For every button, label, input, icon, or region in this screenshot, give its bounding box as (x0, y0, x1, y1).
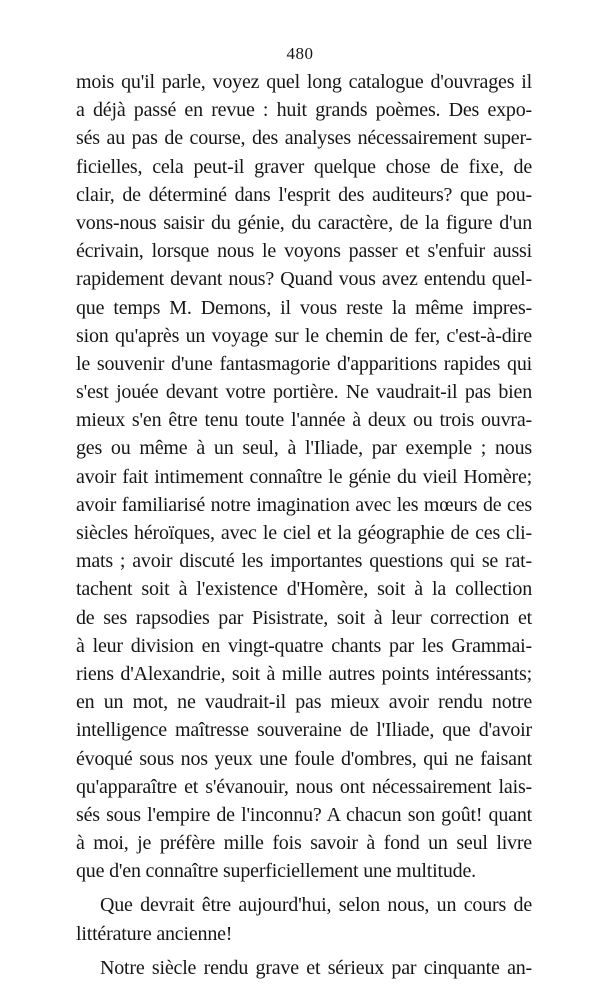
text-line: évoqué sous nos yeux une foule d'ombres, qui ne faisant (76, 747, 532, 770)
text-line: de ses rapsodies par Pisistrate, soit à leur correction et (76, 606, 532, 629)
text-line: a déjà passé en revue : huit grands poèmes. Des expo- (76, 99, 532, 122)
text-line: avoir familiarisé notre imagination avec les mœurs de ces (76, 493, 532, 516)
text-line: riens d'Alexandrie, soit à mille autres points intéressants; (76, 662, 532, 685)
text-line: que temps M. Demons, il vous reste la même impres- (76, 296, 532, 319)
page-number: 480 (286, 44, 314, 63)
text-line: vons-nous saisir du génie, du caractère, de la figure d'un (76, 211, 532, 234)
text-line: à moi, je préfère mille fois savoir à fond un seul livre (76, 832, 532, 855)
text-line: Que devrait être aujourd'hui, selon nous, un cours de (100, 894, 532, 917)
text-line: rapidement devant nous? Quand vous avez entendu quel- (76, 268, 532, 291)
text-line: en un mot, ne vaudrait-il pas mieux avoir rendu notre (76, 691, 532, 714)
text-line: clair, de déterminé dans l'esprit des auditeurs? que pou- (76, 183, 532, 206)
text-line: tachent soit à l'existence d'Homère, soit à la collection (76, 578, 532, 601)
text-line: littérature ancienne! (76, 922, 233, 945)
body-text (76, 68, 532, 982)
text-line: s'est jouée devant votre portière. Ne vaudrait-il pas bien (76, 381, 532, 404)
text-line: avoir fait intimement connaître le génie du vieil Homère; (76, 465, 532, 488)
paragraph (76, 891, 532, 947)
paragraph (76, 954, 532, 982)
text-line: intelligence maîtresse souveraine de l'Iliade, que d'avoir (76, 719, 532, 742)
paragraph (76, 68, 532, 885)
text-line: siècles héroïques, avec le ciel et la géographie de ces cli- (76, 522, 532, 544)
text-line: sés sous l'empire de l'inconnu? A chacun son goût! quant (76, 803, 532, 826)
text-line: Notre siècle rendu grave et sérieux par cinquante an- (100, 956, 532, 979)
text-line: que d'en connaître superficiellement une multitude. (76, 860, 476, 883)
text-line: mois qu'il parle, voyez quel long catalogue d'ouvrages il (76, 71, 532, 93)
text-line: qu'apparaître et s'évanouir, nous ont nécessairement lais- (76, 775, 532, 798)
text-line: mieux s'en être tenu toute l'année à deux ou trois ouvra- (76, 409, 532, 432)
text-line: le souvenir d'une fantasmagorie d'apparitions rapides qui (76, 352, 532, 375)
text-line: sés au pas de course, des analyses nécessairement super- (76, 127, 532, 150)
text-line: écrivain, lorsque nous le voyons passer et s'enfuir aussi (76, 240, 532, 263)
text-line: sion qu'après un voyage sur le chemin de fer, c'est-à-dire (76, 324, 532, 347)
text-line: ficielles, cela peut-il graver quelque chose de fixe, de (76, 155, 532, 178)
text-line: à leur division en vingt-quatre chants par les Grammai- (76, 634, 532, 657)
text-line: mats ; avoir discuté les importantes questions qui se rat- (76, 550, 532, 573)
text-line: ges ou même à un seul, à l'Iliade, par exemple ; nous (76, 437, 532, 460)
